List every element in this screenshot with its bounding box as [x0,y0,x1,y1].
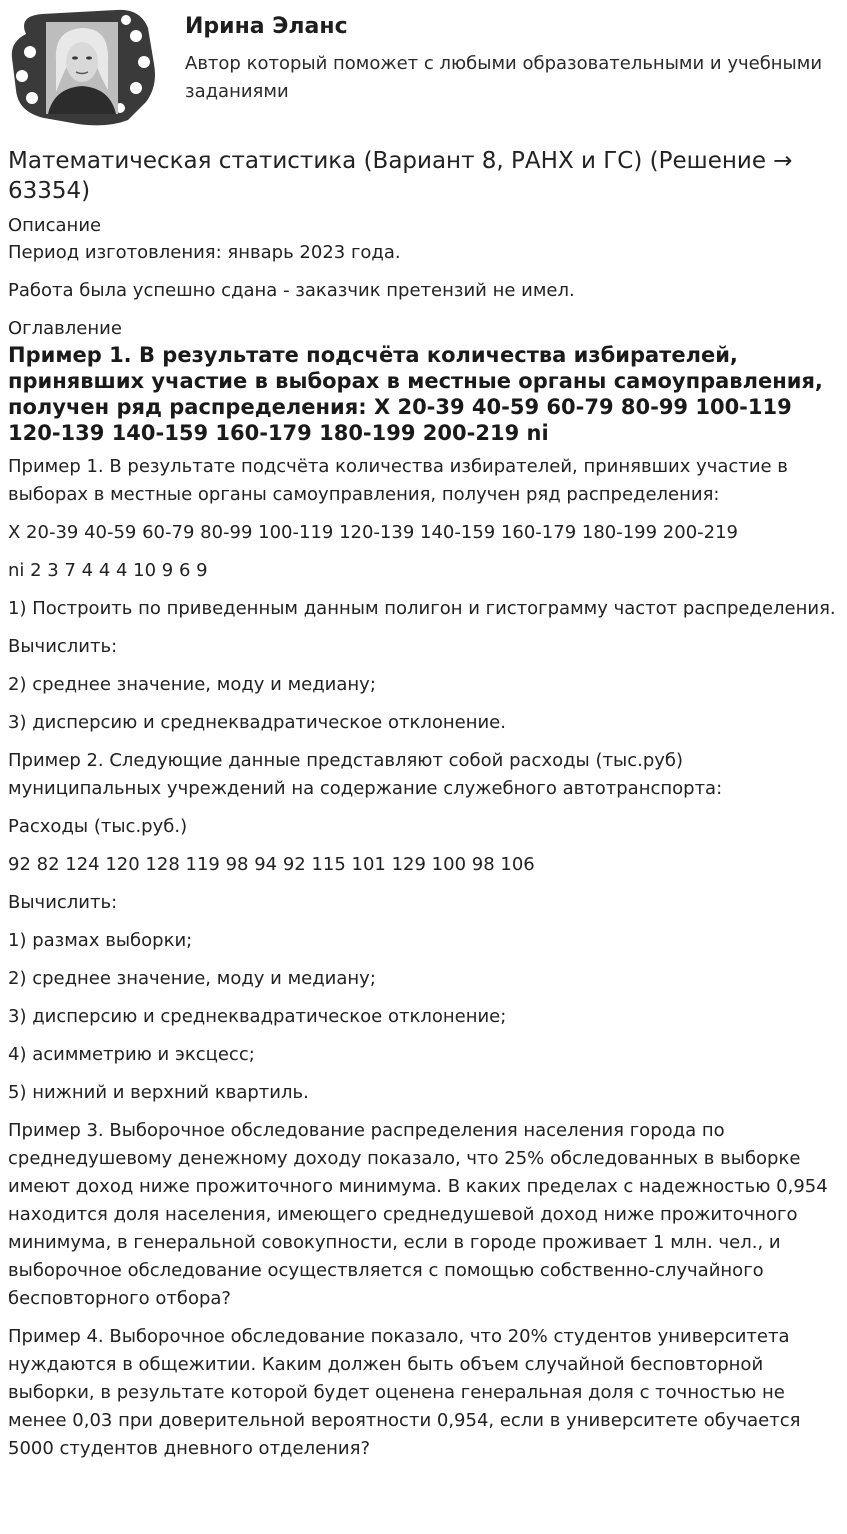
document-body [8,453,841,1463]
body-paragraph: Вычислить: [8,636,118,657]
toc-label: Оглавление [8,318,122,339]
body-paragraph: 2) среднее значение, моду и медиану; [8,674,376,695]
body-paragraph: Пример 2. Следующие данные представляют собой расходы (тыс.руб) муниципальных учреждений на содержание служебного автотранспорта: [8,750,723,799]
author-name: Ирина Эланс [185,14,348,39]
body-paragraph: Вычислить: [8,892,118,913]
body-paragraph: Расходы (тыс.руб.) [8,816,188,837]
body-paragraph: 4) асимметрию и эксцесс; [8,1044,255,1065]
toc-heading: Пример 1. В результате подсчёта количества избирателей, принявших участие в выборах в местные органы самоуправления, получен ряд распределения: X 20-39 40-59 60-79 80-99 100-119 120-139 140-159 160-179 180-199 200-219 ni [8,343,823,445]
author-description: Автор который поможет с любыми образовательными и учебными заданиями [185,53,823,102]
body-paragraph: 2) среднее значение, моду и медиану; [8,968,376,989]
body-paragraph: Пример 3. Выборочное обследование распределения населения города по среднедушевому денежному доходу показало, что 25% обследованных в выборке имеют доход ниже прожиточного минимума. В каких пределах с надежностью 0,954 находится доля населения, имеющего среднедушевой доход ниже прожиточного минимума, в генеральной совокупности, если в городе проживает 1 млн. чел., и выборочное обследование осуществляется с помощью собственно-случайного бесповторного отбора? [8,1120,828,1309]
body-paragraph: ni 2 3 7 4 4 4 10 9 6 9 [8,560,208,581]
body-paragraph: 3) дисперсию и среднеквадратическое отклонение. [8,712,506,733]
description-line: Работа была успешно сдана - заказчик претензий не имел. [8,280,575,301]
document-title: Математическая статистика (Вариант 8, РАНХ и ГС) (Решение → 63354) [8,148,793,204]
description-line: Период изготовления: январь 2023 года. [8,242,401,263]
document-content [8,146,841,1473]
author-card [8,6,839,128]
body-paragraph: 3) дисперсию и среднеквадратическое отклонение; [8,1006,507,1027]
body-paragraph: X 20-39 40-59 60-79 80-99 100-119 120-139 140-159 160-179 180-199 200-219 [8,522,739,543]
body-paragraph: 92 82 124 120 128 119 98 94 92 115 101 129 100 98 106 [8,854,535,875]
body-paragraph: Пример 4. Выборочное обследование показало, что 20% студентов университета нуждаются в общежитии. Каким должен быть объем случайной бесповторной выборки, в результате которой будет оценена генеральная доля с точностью не менее 0,03 при доверительной вероятности 0,954, если в университете обучается 5000 студентов дневного отделения? [8,1326,801,1459]
body-paragraph: 5) нижний и верхний квартиль. [8,1082,309,1103]
body-paragraph: 1) Построить по приведенным данным полигон и гистограмму частот распределения. [8,598,836,619]
description-label: Описание [8,215,102,236]
body-paragraph: Пример 1. В результате подсчёта количества избирателей, принявших участие в выборах в местные органы самоуправления, получен ряд распределения: [8,456,788,505]
author-avatar [8,6,158,128]
body-paragraph: 1) размах выборки; [8,930,193,951]
